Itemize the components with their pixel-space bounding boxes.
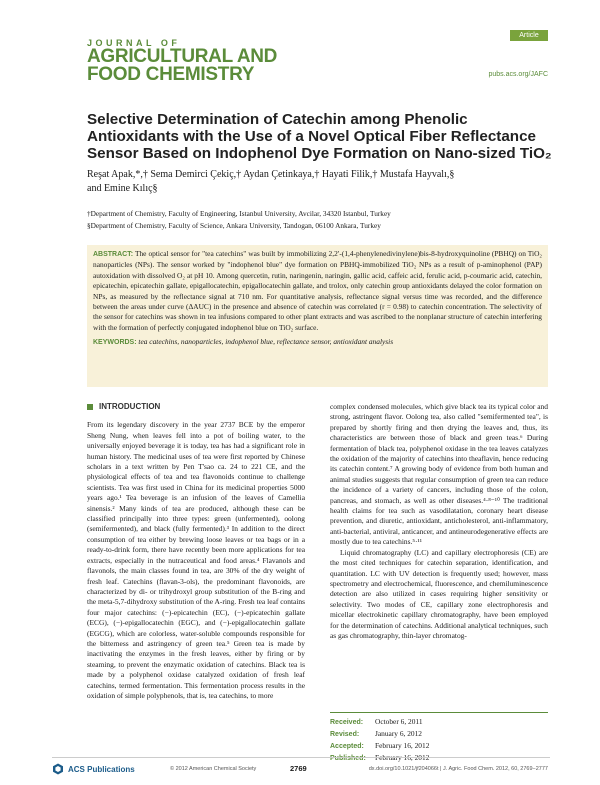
article-type-badge: Article [510, 30, 548, 41]
affiliation-istanbul: †Department of Chemistry, Faculty of Engineering, Istanbul University, Avcilar, 34320 Istanbul, Turkey [87, 209, 391, 218]
abstract-text: The optical sensor for "tea catechins" was built by immobilizing 2,2′-(1,4-phenylenedivinylene)bis-8-hydroxyquinoline (PBHQ) on TiO₂ nanoparticles (NPs). The sensor worked by "indophenol blue" dye formation on PBHQ-immobilized TiO₂ NPs as a result of p-aminophenol (PAP) autoxidation with dissolved O₂ at pH 10. Among quercetin, rutin, naringenin, naringin, gallic acid, caffeic acid, ferulic acid, p-coumaric acid, catechin, epicatechin, epicatechin gallate, epigallocatechin, epigallocatechin gallate, and trolox, only catechin group antioxidants delayed the color formation on NPs, as measured by the reflectance signal at 710 nm. For quantitative analysis, reflectance signal versus time was recorded, and the difference between the areas under curve (ΔAUC) in the presence and absence of catechin was correlated (r = 0.98) to catechin concentration. The selectivity of the sensor for catechins was shown in tea infusions compared to other plant extracts and was ascribed to the nonplanar structure of catechin interfering with the formation of perfectly conjugated indophenol blue on TiO₂ surface. [93, 249, 542, 332]
journal-url-link[interactable]: pubs.acs.org/JAFC [488, 71, 548, 78]
received-label: Received: [330, 719, 364, 726]
affiliation-ankara: §Department of Chemistry, Faculty of Science, Ankara University, Tandogan, 06100 Ankara, Turkey [87, 220, 381, 230]
published-label: Published: [330, 755, 366, 762]
published-date: February 16, 2012 [375, 753, 430, 762]
journal-logo-line3: FOOD CHEMISTRY [87, 64, 255, 85]
journal-logo-line1: JOURNAL OF [87, 38, 181, 48]
author-list [87, 168, 557, 195]
revised-date: January 6, 2012 [375, 729, 423, 738]
copyright-notice: © 2012 American Chemical Society [170, 766, 257, 772]
abstract-box [87, 245, 548, 387]
introduction-heading-text: INTRODUCTION [99, 402, 161, 411]
intro-paragraph-1-continued: complex condensed molecules, which give black tea its typical color and strong, astringent flavor. Oolong tea, also called "semifermented tea", is prepared by shortly firing and then drying the leaves and, thus, its characteristics are between those of black and green teas.⁶ During fermentation of black tea, polyphenol oxidase in the tea leaves catalyzes the oxidation of the majority of catechins into theaflavin, hence reducing its catechin content.⁷ A growing body of evidence from both human and animal studies suggests that regular consumption of green tea can reduce the incidence of a variety of cancers, including those of the colon, pancreas, and stomach, as well as other diseases.⁴·⁸⁻¹⁰ The traditional health claims for tea such as vasodilatation, coronary heart disease prevention, and diuretic, antioxidant, anticholesterol, anti-inflammatory, anti-bacterial, antiviral, anticancer, and antineurodegenerative effects are mostly due to tea catechins.⁵·¹¹ [330, 402, 548, 547]
section-square-icon [87, 404, 93, 410]
body-column-right [330, 402, 548, 641]
revised-label: Revised: [330, 731, 360, 738]
acs-hexagon-icon [52, 763, 64, 775]
author-list-line2: and Emine Kılıç§ [87, 182, 158, 194]
keywords-row [93, 337, 542, 348]
received-date: October 6, 2011 [375, 717, 423, 726]
page-number: 2769 [290, 764, 307, 773]
journal-logo [87, 38, 347, 84]
article-title: Selective Determination of Catechin among Phenolic Antioxidants with the Use of a Novel Optical Fiber Reflectance Sensor Based on Indophenol Dye Formation on Nano-sized TiO₂ [87, 111, 552, 162]
intro-paragraph-2: Liquid chromatography (LC) and capillary electrophoresis (CE) are the most cited techniques for catechin separation, identification, and quantitation. LC with UV detection is frequently used; however, mass spectrometry and electrochemical, fluorescence, and chemiluminescence detection are also utilized in cases requiring higher sensitivity or selectivity. Two modes of CE, capillary zone electrophoresis and micellar electrokinetic capillary chromatography, have been employed for the determination of catechins. Additional analytical techniques, such as gas chromatography, thin-layer chromatog- [330, 547, 548, 640]
body-column-left [87, 402, 305, 701]
intro-paragraph-1: From its legendary discovery in the year 2737 BCE by the emperor Sheng Nung, when leaves fell into a pot of boiling water, to the universally enjoyed beverage it is today, tea has had a significant role in human history. The medicinal uses of tea were first reported by Chinese scholars in a text written by Pen T'sao ca. 24 to 221 CE, and the physiological effects of tea and tea flavonoids continue to challenge scientists. Tea was first used in China for its medicinal properties 5000 years ago.¹ Tea beverage is an infusion of the leaves of Camellia sinensis.² Many kinds of tea are produced, although these can be classified principally into three types: green (unfermented), oolong (semifermented), and black (fully fermented).³ In addition to the direct consumption of tea either by brewing loose leaves or tea bags or in a ready-to-drink form, there have recently been more applications for tea extracts, especially in the nutraceutical and food areas.⁴ Flavanols and flavonols, the main classes found in tea, are 30% of the dry weight of fresh leaf. Catechins (flavan-3-ols), the predominant flavonoids, are characterized by di- or trihydroxyl group substitution of the B-ring and the meta-5,7-dihydroxy substitution of the A-ring. Fresh tea leaf contains four major catechins: (−)-epicatechin (EC), (−)-epicatechin gallate (ECG), (−)-epigallocatechin (EGC), and (−)-epigallocatechin gallate (EGCG), which are colorless, water-soluble compounds responsible for the bitterness and astringency of green tea.⁵ Green tea is made by inactivating the enzymes in the fresh leaves, either by firing or by steaming, to prevent the enzymatic oxidation of catechins. Black tea is made by a polyphenol oxidase catalyzed oxidation of fresh leaf catechins, termed fermentation. This fermentation process results in the oxidation of simple polyphenols, that is, tea catechins, to more [87, 420, 305, 700]
accepted-label: Accepted: [330, 743, 364, 750]
abstract-label: ABSTRACT: [93, 251, 134, 258]
acs-publications-logo [52, 763, 135, 775]
accepted-date: February 16, 2012 [375, 741, 430, 750]
journal-logo-line2: AGRICULTURAL AND [87, 46, 278, 67]
footer-divider [52, 757, 550, 758]
introduction-heading [87, 402, 305, 412]
affiliations [87, 208, 557, 231]
keywords-label: KEYWORDS: [93, 339, 137, 347]
author-list-line1: Reşat Apak,*,† Sema Demirci Çekiç,† Aydan Çetinkaya,† Hayati Filik,† Mustafa Hayvalı,§ [87, 169, 455, 180]
keywords-text: tea catechins, nanoparticles, indophenol blue, reflectance sensor, antioxidant analysis [138, 337, 394, 347]
publisher-name: ACS Publications [68, 764, 135, 774]
doi-citation[interactable]: dx.doi.org/10.1021/jf204066t | J. Agric. Food Chem. 2012, 60, 2769−2777 [368, 766, 548, 772]
